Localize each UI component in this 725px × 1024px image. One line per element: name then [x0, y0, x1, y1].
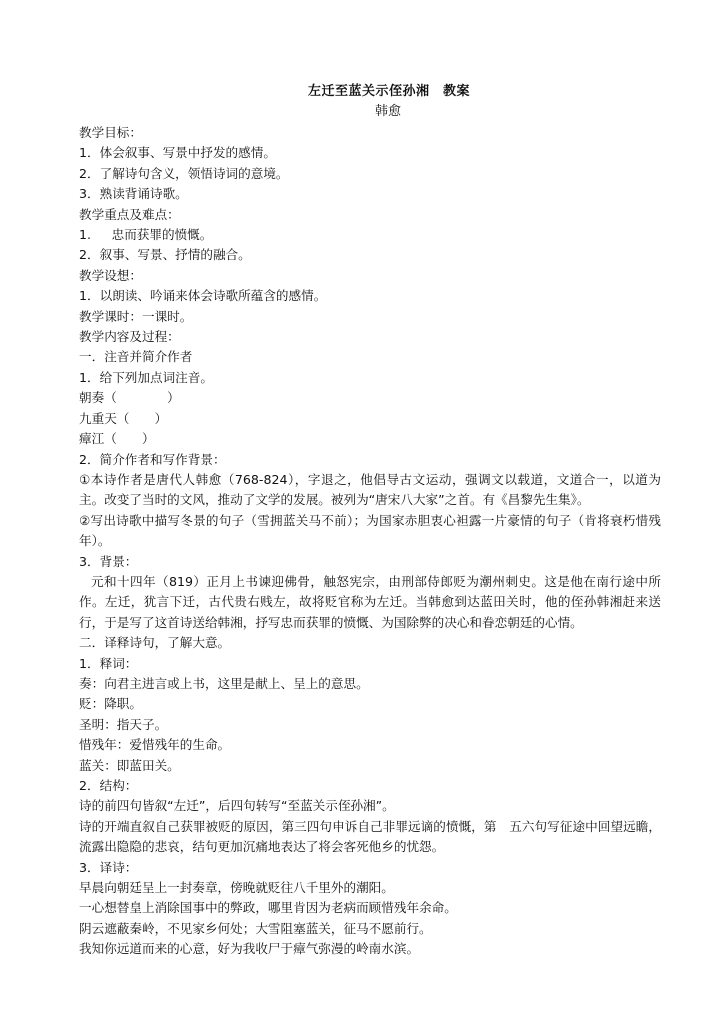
glossary-item: 贬：降职。 [79, 696, 142, 712]
glossary-item: 惜残年：爱惜残年的生命。 [79, 737, 231, 753]
objective-item: 2．了解诗句含义，领悟诗词的意境。 [79, 165, 289, 181]
author-intro-heading: 2．简介作者和写作背景： [79, 451, 226, 467]
class-hours: 教学课时：一课时。 [79, 308, 193, 324]
part-two-heading: 二．译释诗句，了解大意。 [79, 635, 231, 651]
background-heading: 3．背景： [79, 553, 138, 569]
glossary-heading: 1．释词： [79, 655, 138, 671]
document-author: 韩愈 [374, 104, 401, 119]
translation-line: 早晨向朝廷呈上一封奏章，傍晚就贬往八千里外的潮阳。 [79, 880, 394, 896]
part-one-heading: 一．注音并简介作者 [79, 349, 193, 365]
document-page [79, 82, 661, 960]
objective-item: 1．体会叙事、写景中抒发的感情。 [79, 145, 276, 161]
plan-item: 1．以朗读、吟诵来体会诗歌所蕴含的感情。 [79, 288, 327, 304]
author-intro-paragraph: ①本诗作者是唐代人韩愈（768-824），字退之，他倡导古文运动，强调文以载道，文道合一，以道为主。改变了当时的文风，推动了文学的发展。被列为“唐宋八大家”之首。有《昌黎先生集》。 [79, 471, 661, 508]
glossary-item: 奏：向君主进言或上书，这里是献上、呈上的意思。 [79, 675, 369, 691]
document-title: 左迁至蓝关示侄孙湘 教案 [307, 84, 470, 99]
background-paragraph: 元和十四年（819）正月上书谏迎佛骨，触怒宪宗，由刑部侍郎贬为潮州刺史。这是他在南行途中所作。左迁，犹言下迁，古代贵右贱左，故将贬官称为左迁。当韩愈到达蓝田关时，他的侄孙韩湘赶来送行，于是写了这首诗送给韩湘，抒写忠而获罪的愤慨、为国除弊的决心和眷恋朝廷的心情。 [79, 573, 661, 630]
objective-item: 3．熟读背诵诗歌。 [79, 186, 188, 202]
section-heading-key-points: 教学重点及难点： [79, 206, 180, 222]
structure-summary: 诗的前四句皆叙“左迁”，后四句转写“至蓝关示侄孙湘”。 [79, 798, 395, 814]
translation-line: 阴云遮蔽秦岭，不见家乡何处；大雪阻塞蓝关，征马不愿前行。 [79, 920, 432, 936]
structure-heading: 2．结构： [79, 778, 138, 793]
section-heading-objectives: 教学目标： [79, 125, 142, 140]
pinyin-blank: 瘴江（ ） [79, 431, 155, 447]
key-point-item: 1. 忠而获罪的愤慨。 [79, 227, 213, 243]
pinyin-task: 1．给下列加点词注音。 [79, 369, 213, 385]
section-heading-plan: 教学设想： [79, 267, 142, 283]
key-point-item: 2．叙事、写景、抒情的融合。 [79, 247, 251, 263]
winter-scene-paragraph: ②写出诗歌中描写冬景的句子（雪拥蓝关马不前）；为国家赤胆衷心袒露一片豪情的句子（肯将衰朽惜残年）。 [79, 512, 661, 549]
translation-line: 我知你远道而来的心意，好为我收尸于瘴气弥漫的岭南水滨。 [79, 941, 420, 957]
pinyin-blank: 朝奏（ ） [79, 390, 180, 406]
glossary-item: 蓝关：即蓝田关。 [79, 757, 180, 773]
glossary-item: 圣明：指天子。 [79, 716, 168, 732]
translation-heading: 3．译诗： [79, 859, 138, 875]
pinyin-blank: 九重天（ ） [79, 410, 168, 426]
translation-line: 一心想替皇上消除国事中的弊政，哪里肯因为老病而顾惜残年余命。 [79, 900, 457, 916]
structure-paragraph: 诗的开端直叙自己获罪被贬的原因，第三四句申诉自己非罪远谪的愤慨，第 五六句写征途中回望远瞻，流露出隐隐的悲哀，结句更加沉痛地表达了将会客死他乡的忧怨。 [79, 818, 661, 855]
section-heading-process: 教学内容及过程： [79, 329, 180, 345]
